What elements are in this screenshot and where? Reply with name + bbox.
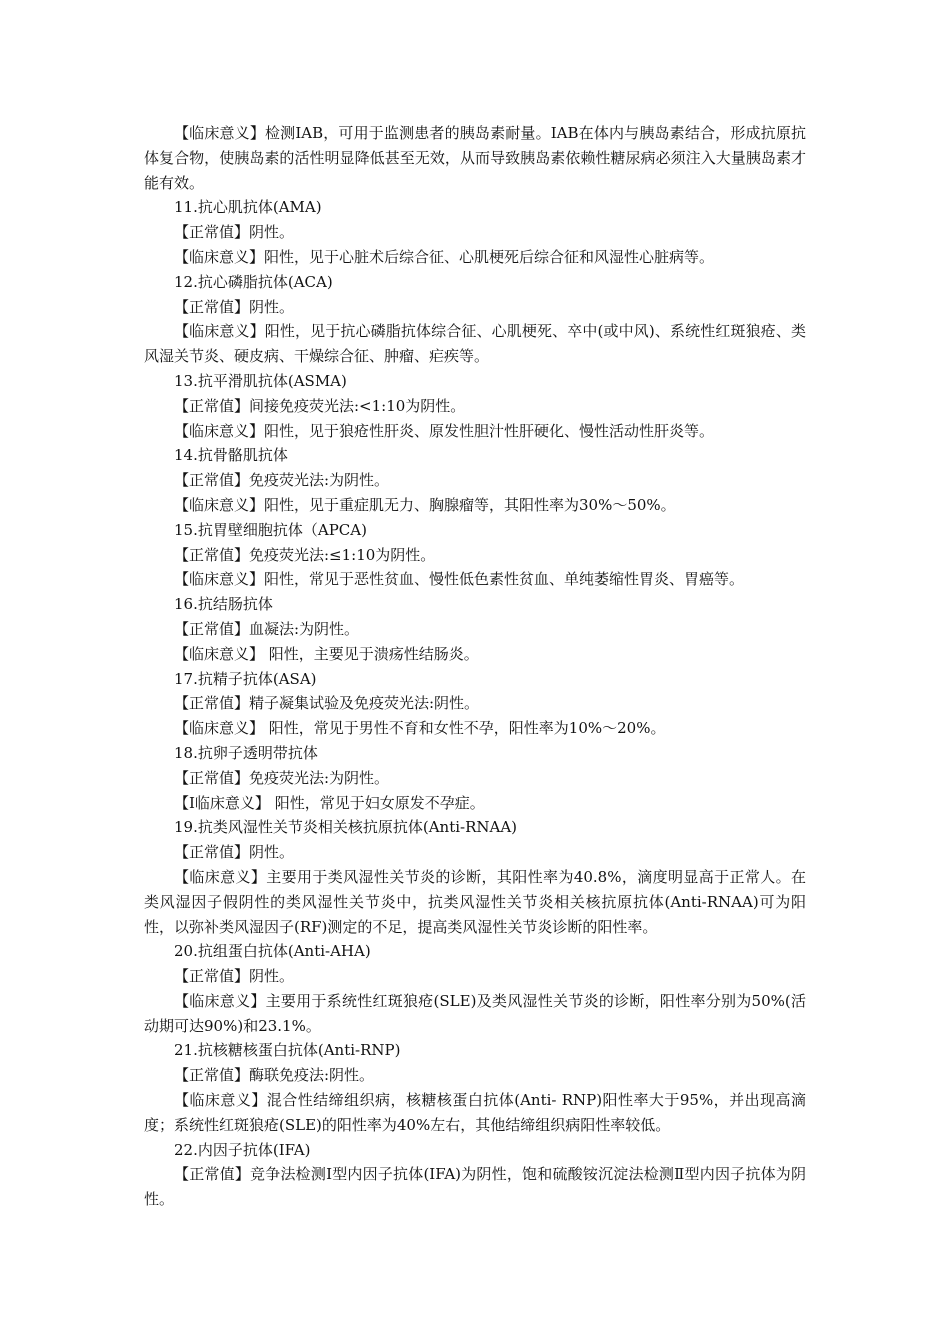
paragraph: 【临床意义】检测IAB，可用于监测患者的胰岛素耐量。IAB在体内与胰岛素结合，形成抗原抗体复合物，使胰岛素的活性明显降低甚至无效，从而导致胰岛素依赖性糖尿病必须注入大量胰岛素才能有效。 (144, 124, 806, 192)
paragraph: 【正常值】竞争法检测Ⅰ型内因子抗体(IFA)为阴性，饱和硫酸铵沉淀法检测Ⅱ型内因子抗体为阴性。 (144, 1165, 806, 1209)
paragraph: 【临床意义】混合性结缔组织病，核糖核蛋白抗体(Anti- RNP)阳性率大于95%，并出现高滴度；系统性红斑狼疮(SLE)的阳性率为40%左右，其他结缔组织病阳性率较低。 (144, 1091, 806, 1134)
paragraph: 【临床意义】阳性，见于重症肌无力、胸腺瘤等，其阳性率为30%～50%。 (174, 495, 676, 514)
paragraph: 【正常值】阴性。 (174, 223, 295, 242)
section-heading: 16.抗结肠抗体 (174, 595, 273, 614)
paragraph: 【正常值】间接免疫荧光法:<1:10为阴性。 (174, 396, 466, 415)
paragraph: 【临床意义】 阳性，主要见于溃疡性结肠炎。 (174, 644, 479, 663)
section-heading: 17.抗精子抗体(ASA) (174, 669, 317, 688)
paragraph: 【临床意义】阳性，见于抗心磷脂抗体综合征、心肌梗死、卒中(或中风)、系统性红斑狼疮、类风湿关节炎、硬皮病、干燥综合征、肿瘤、疟疾等。 (144, 322, 806, 366)
paragraph: 【临床意义】阳性，常见于恶性贫血、慢性低色素性贫血、单纯萎缩性胃炎、胃癌等。 (174, 570, 745, 589)
paragraph: 【临床意义】 阳性，常见于男性不育和女性不孕，阳性率为10%～20%。 (174, 719, 666, 738)
document-body (144, 121, 806, 1212)
section-heading: 20.抗组蛋白抗体(Anti-AHA) (174, 942, 371, 961)
section-heading: 19.抗类风湿性关节炎相关核抗原抗体(Anti-RNAA) (174, 818, 518, 837)
paragraph: 【临床意义】阳性，见于狼疮性肝炎、原发性胆汁性肝硬化、慢性活动性肝炎等。 (174, 421, 715, 440)
section-heading: 13.抗平滑肌抗体(ASMA) (174, 371, 347, 390)
section-heading: 22.内因子抗体(IFA) (174, 1140, 311, 1159)
paragraph: 【临床意义】主要用于系统性红斑狼疮(SLE)及类风湿性关节炎的诊断，阳性率分别为50%(活动期可达90%)和23.1%。 (144, 991, 806, 1035)
paragraph: 【正常值】阴性。 (174, 843, 295, 862)
section-heading: 21.抗核糖核蛋白抗体(Anti-RNP) (174, 1041, 401, 1060)
paragraph: 【正常值】精子凝集试验及免疫荧光法:阴性。 (174, 694, 480, 713)
paragraph: 【临床意义】阳性，见于心脏术后综合征、心肌梗死后综合征和风湿性心脏病等。 (174, 247, 715, 266)
section-heading: 18.抗卵子透明带抗体 (174, 743, 318, 762)
section-heading: 12.抗心磷脂抗体(ACA) (174, 272, 333, 291)
section-heading: 14.抗骨骼肌抗体 (174, 446, 288, 465)
section-heading: 11.抗心肌抗体(AMA) (174, 198, 322, 217)
paragraph: 【I临床意义】 阳性，常见于妇女原发不孕症。 (174, 793, 485, 812)
paragraph: 【正常值】免疫荧光法:≤1:10为阴性。 (174, 545, 436, 564)
paragraph: 【正常值】免疫荧光法:为阴性。 (174, 471, 390, 490)
paragraph: 【正常值】阴性。 (174, 967, 295, 986)
paragraph: 【正常值】免疫荧光法:为阴性。 (174, 768, 390, 787)
paragraph: 【正常值】阴性。 (174, 297, 295, 316)
paragraph: 【正常值】酶联免疫法:阴性。 (174, 1066, 375, 1085)
section-heading: 15.抗胃壁细胞抗体（APCA) (174, 520, 367, 539)
paragraph: 【正常值】血凝法:为阴性。 (174, 619, 360, 638)
paragraph: 【临床意义】主要用于类风湿性关节炎的诊断，其阳性率为40.8%，滴度明显高于正常人。在类风湿因子假阴性的类风湿性关节炎中，抗类风湿性关节炎相关核抗原抗体(Anti-RNAA)可为阳性，以弥补类风湿因子(RF)测定的不足，提高类风湿性关节炎诊断的阳性率。 (144, 867, 806, 936)
